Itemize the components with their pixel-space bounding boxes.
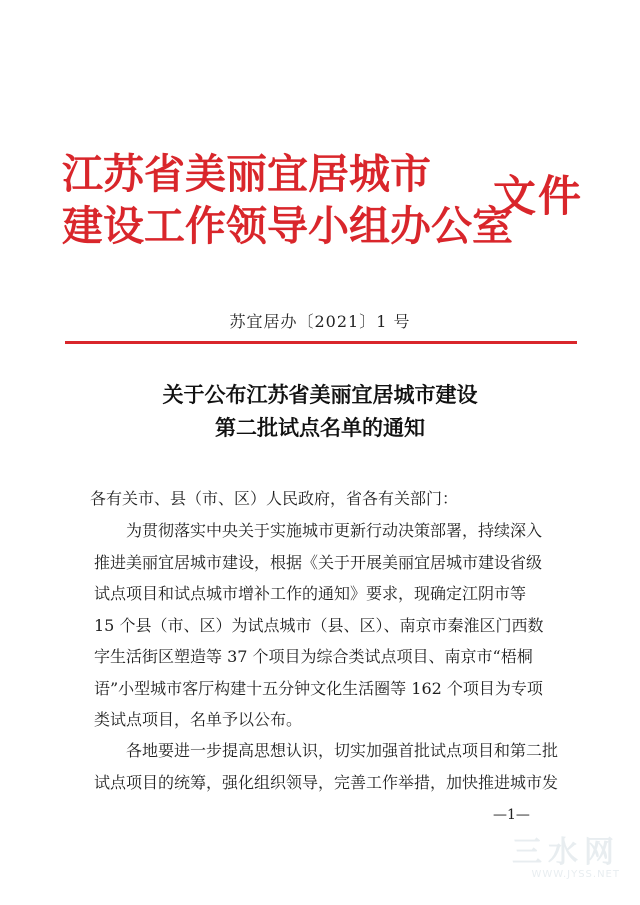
body-line: 字生活街区塑造等 37 个项目为综合类试点项目、南京市“梧桐 <box>94 647 533 666</box>
document-number: 苏宜居办〔2021〕1 号 <box>229 312 411 331</box>
notice-title <box>0 378 640 444</box>
watermark-logo-text: 三水网 <box>512 835 620 870</box>
salutation: 各有关市、县（市、区）人民政府，省各有关部门： <box>90 489 459 508</box>
page-number: —1— <box>493 807 530 823</box>
body-line: 试点项目和试点城市增补工作的通知》要求，现确定江阴市等 <box>94 584 527 603</box>
body-line: 为贯彻落实中央关于实施城市更新行动决策部署，持续深入 <box>94 521 543 540</box>
watermark-url: WWW.JYSS.NET <box>531 869 620 880</box>
body-line: 语”小型城市客厅构建十五分钟文化生活圈等 162 个项目为专项 <box>94 678 543 698</box>
body-paragraph-2 <box>94 735 577 798</box>
issuer-line-1: 江苏省美丽宜居城市 <box>62 150 431 198</box>
doc-type-label: 文件 <box>493 172 583 222</box>
title-line-2: 第二批试点名单的通知 <box>215 415 425 440</box>
issuer-name <box>62 148 513 252</box>
red-divider-line <box>65 341 577 344</box>
body-line: 15 个县（市、区）为试点城市（县、区）、南京市秦淮区门西数 <box>94 615 544 635</box>
issuer-line-2: 建设工作领导小组办公室 <box>62 202 513 250</box>
body-line: 试点项目的统筹，强化组织领导，完善工作举措，加快推进城市发 <box>94 772 559 792</box>
site-watermark <box>512 837 620 881</box>
body-line: 推进美丽宜居城市建设，根据《关于开展美丽宜居城市建设省级 <box>94 552 543 572</box>
body-paragraph-1 <box>94 515 577 736</box>
title-line-1: 关于公布江苏省美丽宜居城市建设 <box>162 382 478 407</box>
body-line: 类试点项目，名单予以公布。 <box>94 710 303 729</box>
body-line: 各地要进一步提高思想认识，切实加强首批试点项目和第二批 <box>94 741 559 760</box>
